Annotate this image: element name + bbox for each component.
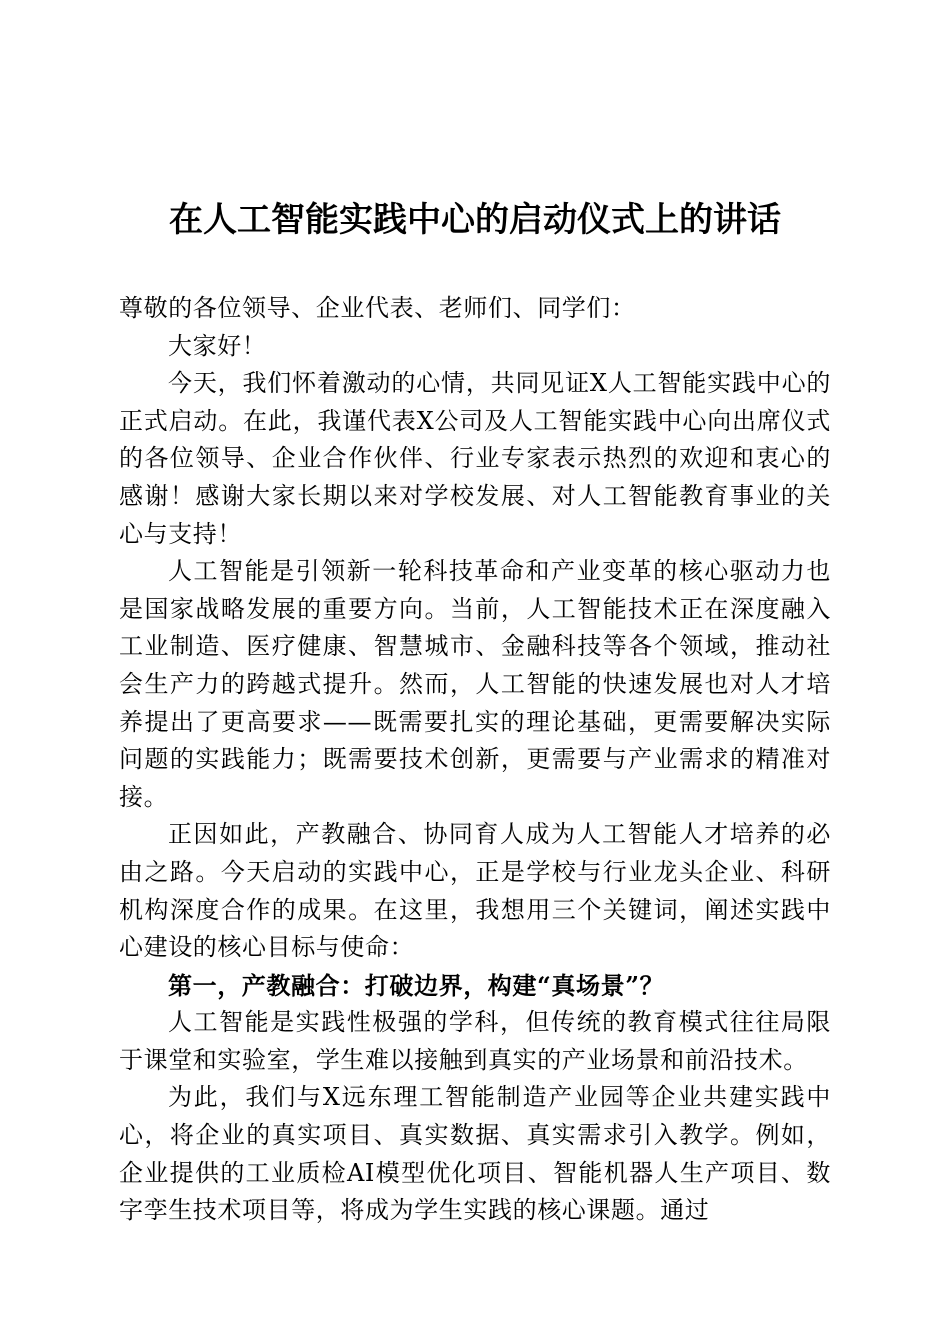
document-title: 在人工智能实践中心的启动仪式上的讲话 bbox=[169, 200, 781, 240]
section-heading: 第一，产教融合：打破边界，构建“真场景”？ bbox=[168, 970, 665, 1000]
body-paragraph: 人工智能是实践性极强的学科，但传统的教育模式往往局限于课堂和实验室，学生难以接触到真实的产业场景和前沿技术。 bbox=[119, 1008, 831, 1074]
body-paragraph: 为此，我们与X远东理工智能制造产业园等企业共建实践中心，将企业的真实项目、真实数据、真实需求引入教学。例如，企业提供的工业质检AI模型优化项目、智能机器人生产项目、数字孪生技术项目等，将成为学生实践的核心课题。通过 bbox=[119, 1083, 831, 1225]
greeting-paragraph: 大家好！ bbox=[168, 331, 267, 360]
document-body bbox=[119, 290, 831, 1230]
salutation-paragraph: 尊敬的各位领导、企业代表、老师们、同学们： bbox=[119, 294, 636, 322]
body-paragraph: 今天，我们怀着激动的心情，共同见证X人工智能实践中心的正式启动。在此，我谨代表X公司及人工智能实践中心向出席仪式的各位领导、企业合作伙伴、行业专家表示热烈的欢迎和衷心的感谢！感谢大家长期以来对学校发展、对人工智能教育事业的关心与支持！ bbox=[119, 369, 831, 548]
body-paragraph: 正因如此，产教融合、协同育人成为人工智能人才培养的必由之路。今天启动的实践中心，正是学校与行业龙头企业、科研机构深度合作的成果。在这里，我想用三个关键词，阐述实践中心建设的核心目标与使命： bbox=[119, 820, 831, 962]
body-paragraph: 人工智能是引领新一轮科技革命和产业变革的核心驱动力也是国家战略发展的重要方向。当前，人工智能技术正在深度融入工业制造、医疗健康、智慧城市、金融科技等各个领域，推动社会生产力的跨越式提升。然而，人工智能的快速发展也对人才培养提出了更高要求——既需要扎实的理论基础，更需要解决实际问题的实践能力；既需要技术创新，更需要与产业需求的精准对接。 bbox=[119, 557, 831, 811]
